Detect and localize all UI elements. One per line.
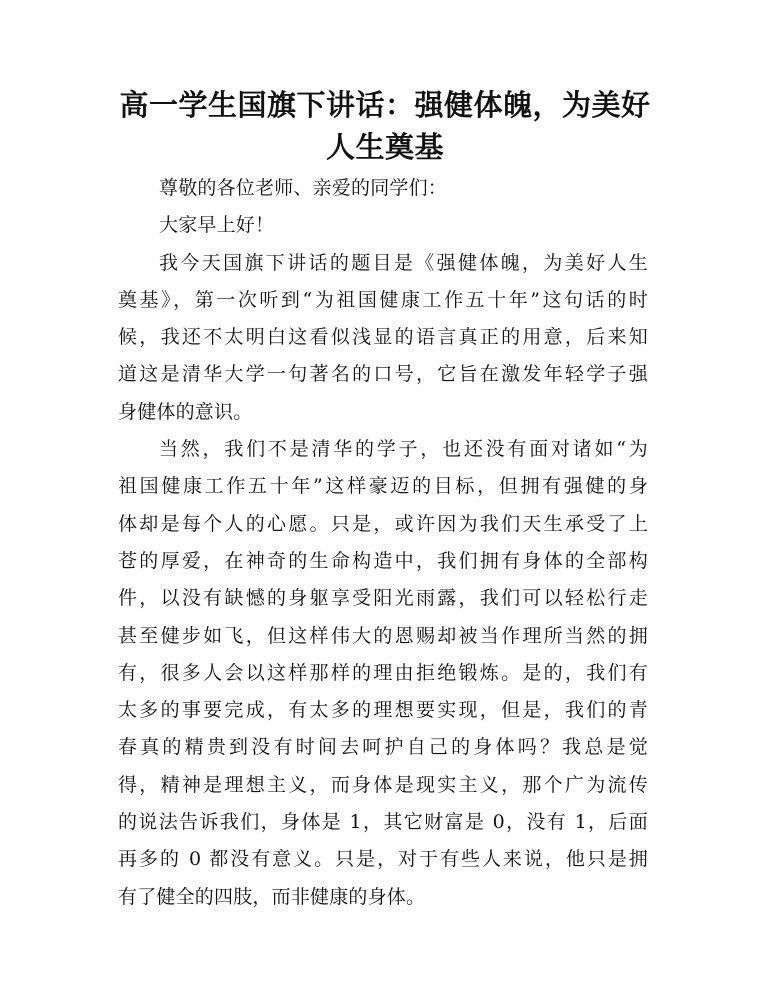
paragraph-line: 大家早上好！ xyxy=(159,214,275,237)
paragraph-line: 体却是每个人的心愿。只是，或许因为我们天生承受了上 xyxy=(118,512,648,535)
paragraph-line: 有，很多人会以这样那样的理由拒绝锻炼。是的，我们有 xyxy=(118,661,648,684)
paragraph-body xyxy=(118,431,648,916)
paragraph-line: 苍的厚爱，在神奇的生命构造中，我们拥有身体的全部构 xyxy=(118,549,648,572)
document-body xyxy=(118,170,648,916)
paragraph-line: 得，精神是理想主义，而身体是现实主义，那个广为流传 xyxy=(118,773,648,796)
paragraph-greeting xyxy=(118,207,648,244)
paragraph-line: 我今天国旗下讲话的题目是《强健体魄，为美好人生 xyxy=(159,251,648,274)
paragraph-line: 尊敬的各位老师、亲爱的同学们： xyxy=(159,177,448,199)
paragraph-line: 的说法告诉我们，身体是 1，其它财富是 0，没有 1，后面 xyxy=(118,811,648,834)
paragraph-salutation xyxy=(118,170,648,207)
paragraph-line: 甚至健步如飞，但这样伟大的恩赐却被当作理所当然的拥 xyxy=(118,624,648,647)
paragraph-line: 奠基》，第一次听到“为祖国健康工作五十年”这句话的时 xyxy=(118,288,648,311)
paragraph-line: 身健体的意识。 xyxy=(118,400,253,423)
document-title: 高一学生国旗下讲话：强健体魄，为美好人生奠基 xyxy=(119,88,651,164)
paragraph-line: 候，我还不太明白这看似浅显的语言真正的用意，后来知 xyxy=(118,326,648,349)
paragraph-line: 道这是清华大学一句著名的口号，它旨在激发年轻学子强 xyxy=(118,363,648,386)
paragraph-line: 有了健全的四肢，而非健康的身体。 xyxy=(118,885,426,908)
paragraph-topic xyxy=(118,245,648,431)
paragraph-line: 再多的 0 都没有意义。只是，对于有些人来说，他只是拥 xyxy=(118,848,648,871)
paragraph-line: 件，以没有缺憾的身躯享受阳光雨露，我们可以轻松行走 xyxy=(118,587,648,610)
paragraph-line: 春真的精贵到没有时间去呵护自己的身体吗？我总是觉 xyxy=(118,736,648,759)
paragraph-line: 当然，我们不是清华的学子，也还没有面对诸如“为 xyxy=(159,438,648,461)
paragraph-line: 太多的事要完成，有太多的理想要实现，但是，我们的青 xyxy=(118,699,648,722)
paragraph-line: 祖国健康工作五十年”这样豪迈的目标，但拥有强健的身 xyxy=(118,475,648,498)
